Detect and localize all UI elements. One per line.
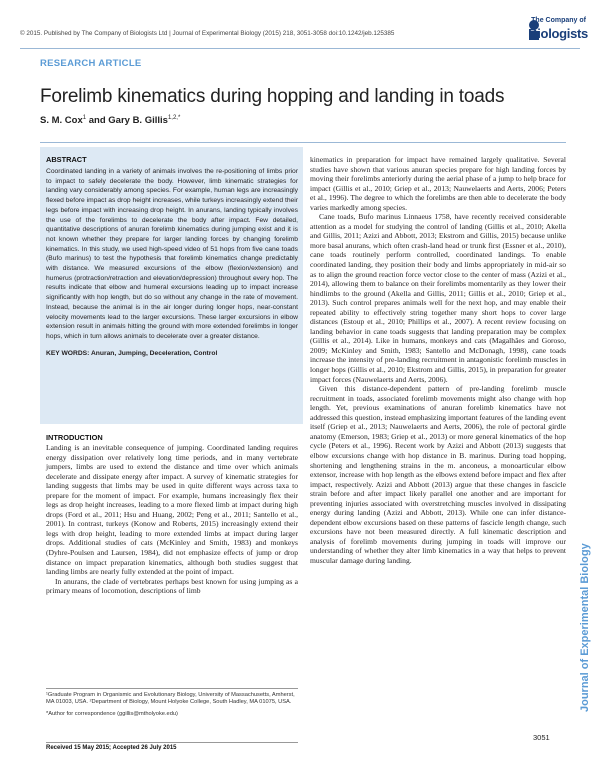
header-divider: [20, 48, 580, 49]
affiliations: ¹Graduate Program in Organismic and Evolutionary Biology, University of Massachusetts, Amherst, MA 01003, USA. ²Department of Biology, Mount Holyoke College, South Hadley, MA 01075, USA.: [46, 692, 295, 706]
page-number: 3051: [533, 733, 550, 742]
journal-side-banner: Journal of Experimental Biology: [579, 543, 591, 712]
author-list: [40, 115, 180, 126]
logo-big-text: Biologists: [528, 26, 588, 41]
abstract-section: [46, 155, 298, 358]
author-1-affil: 1: [82, 115, 87, 121]
citation-header: © 2015. Published by The Company of Biologists Ltd | Journal of Experimental Biology (2015) 218, 3051-3058 doi:10.1242/jeb.125385: [20, 30, 395, 37]
article-type: RESEARCH ARTICLE: [40, 58, 142, 69]
keywords: [46, 349, 298, 359]
abstract-text: Coordinated landing in a variety of animals involves the re-positioning of limbs prior to impact to safely decelerate the body. However, limb kinematic strategies for landing vary considerably among species. For example, human legs are increasingly flexed before impact as drop height increases, while turkeys increasingly extend their legs before impact with increasing drop height. In anurans, landing typically involves the use of the forelimbs to decelerate the body after impact. Few detailed, quantitative descriptions of anuran forelimb kinematics during jumping exist and it is not known whether they prepare for larger landing forces by changing forelimb kinematics. In this study, we used high-speed video of 51 hops from five cane toads (Bufo marinus) to test the hypothesis that forelimb kinematics change predictably with distance. We measured excursions of the elbow (flexion/extension) and humerus (protraction/retraction and elevation/depression) throughout every hop. The results indicate that elbow and humeral excursions leading up to impact increase significantly with hop length, but do so without any change in the rate of movement. Instead, because the animal is in the air longer during longer hops, near-constant velocity movements lead to the larger excursions. These larger excursions in elbow extension result in animals hitting the ground with more extended forelimbs in longer hops, which in turn allows animals to decelerate over a greater distance.: [46, 168, 298, 340]
right-paragraph-3: Given this distance-dependent pattern of pre-landing forelimb muscle recruitment in toads, associated forelimb movements might also change with hop length. Yet, previous examinations of anuran forelimb kinematics have not addressed this question, instead emphasizing important features of the landing event itself (Griep et al., 2013; Nauwelaerts and Aerts, 2006), the role of pectoral girdle anatomy (Emerson, 1983; Griep et al., 2013) or more general kinematics of the hop cycle (Peters et al., 1996). Recent work by Azizi and Abbott (2013) suggests that elbow excursions change with hop distance in B. marinus. During toad hopping, shortening and lengthening strains in the m. anconeus, a monoarticular elbow extensor, increase with hop length as the elbows extend before impact and flex after impact, respectively. Azizi and Abbott (2013) argue that these changes in fascicle strain before and after impact likely parallel one another and are important for preventing injuries associated with overstretching muscles involved in dissipating energy during landing (Azizi and Abbott, 2013). While one can infer distance-dependent elbow excursions based on these patterns of fascicle length change, such excursions have not been measured directly. A full kinematic description and analysis of forelimb movements during jumping in toads will improve our understanding of whether they alter limb kinematics in a way that helps to prevent muscular damage during landing.: [310, 384, 566, 565]
keywords-list: Anuran, Jumping, Deceleration, Control: [89, 349, 218, 357]
right-paragraph-2: Cane toads, Bufo marinus Linnaeus 1758, have recently received considerable attention as a model for studying the control of landing (Gillis et al., 2010; Akella and Gillis, 2011; Azizi and Abbott, 2013; Ekstrom and Gillis, 2015) because unlike more basal anurans, which often crash-land head or trunk first (Essner et al., 2010), cane toads routinely perform controlled, coordinated landings. To enable coordinated landing, they position their body and limbs appropriately in mid-air so as to align the ground reaction force vector close to the center of mass (Azizi et al., 2014), allowing them to balance on their forelimbs momentarily as they lower their hindlimbs to the ground (Akella and Gillis, 2011; Gillis et al., 2010; Griep et al., 2013). Such control prepares animals well for the next hop, and may enable their repeated ability to effectively string together many short hops to cover large distances (Estoup et al., 2010; Phillips et al., 2007). A recent review focusing on landing behavior in cane toads suggests that landing preparation may be complex (Gillis et al., 2014). Like in humans, monkeys and cats (Magalhães and Goroso, 2009; McKinley and Smith, 1983; Santello and McDonagh, 1998), cane toads increase the intensity of pre-landing recruitment in antagonistic forelimb muscles in longer hops (Gillis et al., 2010; Ekstrom and Gillis, 2015), in preparation for greater impact forces (Nauwelaerts and Aerts, 2006).: [310, 212, 566, 384]
keywords-label: KEY WORDS:: [46, 349, 90, 357]
publisher-logo: [526, 17, 588, 47]
introduction-heading: INTRODUCTION: [46, 433, 103, 442]
abstract-heading: ABSTRACT: [46, 155, 87, 164]
logo-small-text: The Company of: [531, 17, 586, 24]
author-separator: and: [86, 115, 109, 127]
right-column: [310, 155, 566, 566]
author-2: Gary B. Gillis: [108, 115, 168, 127]
correspondence: *Author for correspondence (ggillis@mtholyoke.edu): [46, 710, 178, 717]
article-title: Forelimb kinematics during hopping and landing in toads: [40, 86, 505, 107]
received-dates: Received 15 May 2015; Accepted 26 July 2015: [46, 745, 177, 751]
author-2-affil: 1,2,*: [167, 115, 181, 121]
footnote-divider: [46, 688, 298, 689]
received-divider: [46, 742, 298, 743]
left-column: [46, 433, 298, 596]
author-1: S. M. Cox: [40, 115, 83, 127]
intro-paragraph-1: Landing is an inevitable consequence of jumping. Coordinated landing requires energy dissipation over relatively long time periods, and in many vertebrate jumpers, limbs are used to extend the distance and time over which animals decelerate and dissipate energy after impact. A survey of kinematic strategies for landing suggests that limbs may be used in quite different ways across taxa to prepare for the moment of impact. For example, humans increasingly flex their legs as drop height increases, leading to a more flexed limb at impact during high drops (Ford et al., 2011; Hsu and Huang, 2002; Peng et al., 2011; Santello et al., 2001). In contrast, turkeys (Konow and Roberts, 2015) increasingly extend their legs with drop height, leading to more extended limbs at impact during larger drops. Additional studies of cats (McKinley and Smith, 1983) and monkeys (Dyhre-Poulsen and Laursen, 1984), did not emphasize effects of jump or drop distance on impact preparation kinematics, although both studies suggest that landing limbs are nearly fully extended at the point of impact.: [46, 443, 298, 577]
right-paragraph-1: kinematics in preparation for impact have remained largely qualitative. Several studies have shown that various anuran species prepare for high landing forces by moving their forelimbs anteriorly during the aerial phase of a jump to help brace for impact (Gillis et al., 2010; Griep et al., 2013; Nauwelaerts and Aerts, 2006; Peters et al., 1996). The degree to which the forelimbs are then able to decelerate the body varies markedly among species.: [310, 155, 566, 212]
title-divider: [40, 142, 566, 143]
intro-paragraph-2: In anurans, the clade of vertebrates perhaps best known for using jumping as a primary means of locomotion, descriptions of limb: [46, 576, 298, 596]
footnotes: [46, 692, 298, 722]
